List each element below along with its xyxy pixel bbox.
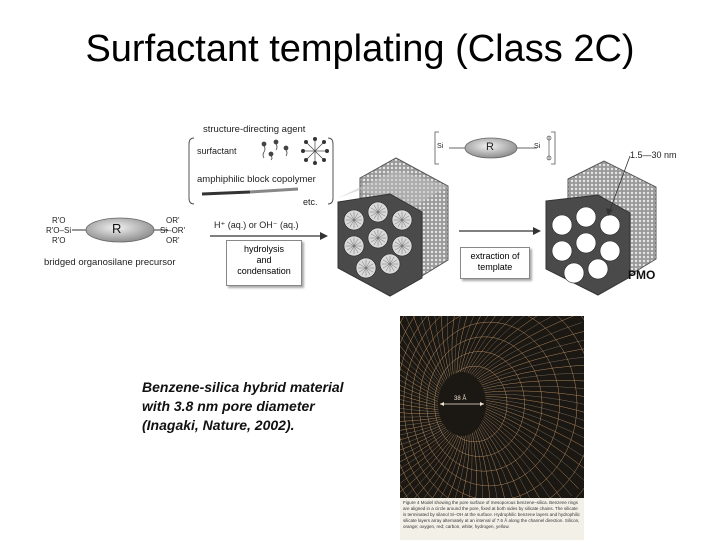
block-copolymer-icon [200,186,300,200]
pore-model-image [400,316,584,498]
material-caption [142,378,392,435]
pore-cell [552,215,572,235]
pore-cell [564,263,584,283]
precursor-right-bot: OR' [166,236,180,245]
hydrolysis-line-3: condensation [237,266,291,276]
pore-cell [600,241,620,261]
surfactant-molecules-icon [258,138,298,162]
structure-directing-agent-label: structure-directing agent [203,124,306,135]
pore-cell [588,259,608,279]
extraction-arrow [455,224,545,238]
pmo-label: PMO [628,268,656,282]
micelle-icon [300,136,330,166]
extraction-line-1: extraction of [470,251,520,261]
caption-line-1: Benzene-silica hybrid material [142,379,344,395]
hydrolysis-line-1: hydrolysis [243,244,284,254]
conditions-label: H⁺ (aq.) or OH⁻ (aq.) [214,220,299,230]
block-copolymer-label: amphiphilic block copolymer [197,174,316,185]
precursor-left-mid: R'O–Si [46,226,72,235]
pore-size-label: 1.5—30 nm [630,150,677,160]
precursor-label: bridged organosilane precursor [44,257,176,268]
etc-label: etc. [303,197,318,207]
hydrolysis-line-2: and [256,255,272,265]
bracket-r-label: R [486,141,494,153]
si-right-label: Si [534,143,541,150]
precursor-r-label: R [112,221,122,236]
extraction-box [460,247,530,279]
precursor-left-top: R'O [52,216,66,225]
caption-line-3: (Inagaki, Nature, 2002). [142,417,295,433]
precursor-right-top: OR' [166,216,180,225]
pore-model-figure [400,316,584,540]
pore-cell [576,207,596,227]
figure-caption: Figure 4 Model showing the pore surface of mesoporous benzene–silica. Benzene rings are aligned in a circle around the pore, fixed at both sides by silicate chains. The silicate is terminated by silanol Si–OH at the surface. Hydrophilic benzene layers and hydrophilic silicate layers array alternately at an interval of 7.6 Å along the channel direction. Silicon, orange; oxygen, red; carbon, white; hydrogen, yellow. [400,498,584,540]
pore-cell [576,233,596,253]
slide-title: Surfactant templating (Class 2C) [85,28,635,70]
extraction-line-2: template [477,262,513,272]
pore-size-indicator [600,150,650,230]
surfactant-label: surfactant [197,146,237,156]
hydrolysis-box [226,240,302,286]
pore-cell [552,241,572,261]
precursor-right-mid: Si–OR' [160,226,186,235]
si-left-label: Si [437,143,444,150]
template-framework-illustration [330,150,455,300]
pore-measurement-label: 38 Å [454,396,467,402]
precursor-left-bot: R'O [52,236,66,245]
caption-line-2: with 3.8 nm pore diameter [142,398,315,414]
